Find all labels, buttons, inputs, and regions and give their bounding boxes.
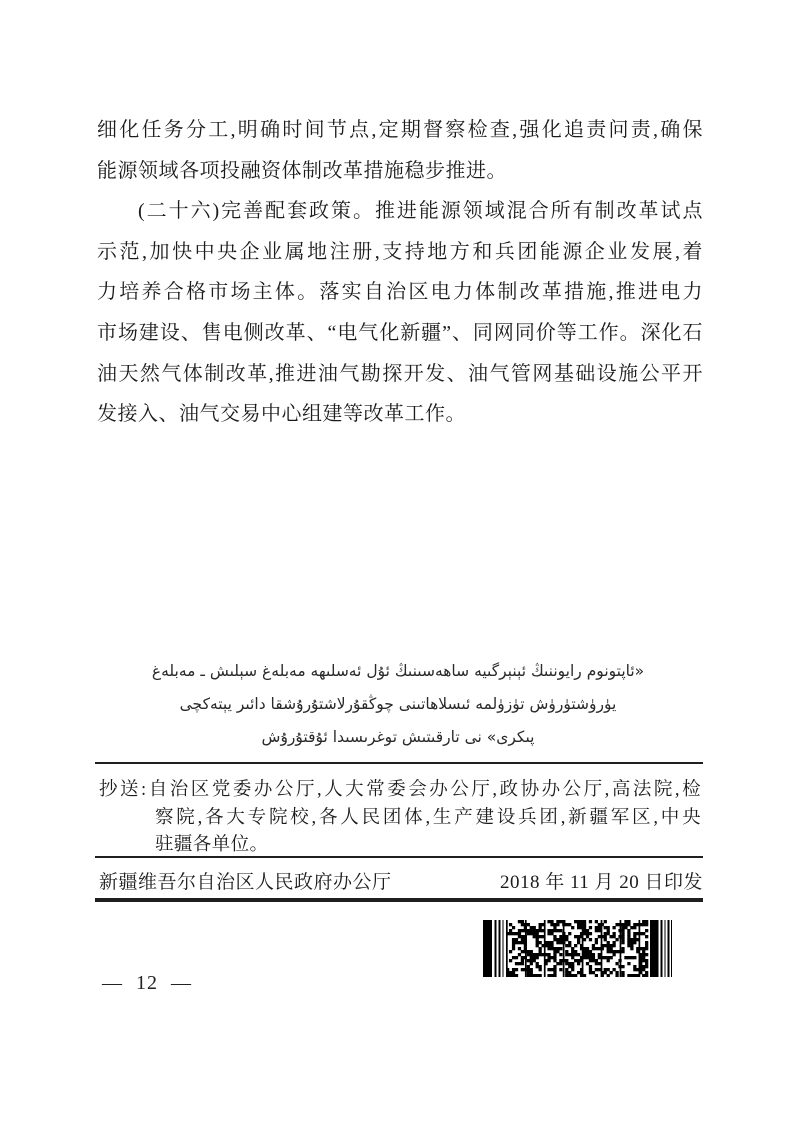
issuing-office: 新疆维吾尔自治区人民政府办公厅 xyxy=(99,871,392,893)
uyghur-title-line: «ئاپتونوم رايوننىڭ ئېنېرگىيە ساھەسىنىڭ ئۇل ئەسلىھە مەبلەغ سېلىش ـ مەبلەغ xyxy=(151,662,645,680)
distribution-line: 驻疆各单位。 xyxy=(155,835,269,856)
distribution-line: 察院,各大专院校,各人民团体,生产建设兵团,新疆军区,中央 xyxy=(155,807,701,828)
divider-above-distribution xyxy=(95,762,703,764)
paragraph-line: 力培养合格市场主体。落实自治区电力体制改革措施,推进电力 xyxy=(97,281,703,304)
paragraph-line: 示范,加快中央企业属地注册,支持地方和兵团能源企业发展,着 xyxy=(97,240,703,263)
footer-row xyxy=(99,866,703,894)
paragraph-line: 能源领域各项投融资体制改革措施稳步推进。 xyxy=(97,159,507,182)
paragraph-1 xyxy=(97,110,703,191)
divider-bottom xyxy=(95,898,703,902)
paragraph-2 xyxy=(97,191,703,435)
paragraph-line: 市场建设、售电侧改革、“电气化新疆”、同网同价等工作。深化石 xyxy=(97,321,703,344)
body-text xyxy=(97,110,703,435)
paragraph-line: (二十六)完善配套政策。推进能源领域混合所有制改革试点 xyxy=(138,200,703,223)
paragraph-line: 细化任务分工,明确时间节点,定期督察检查,强化追责问责,确保 xyxy=(97,119,703,141)
distribution-line: 抄送:自治区党委办公厅,人大常委会办公厅,政协办公厅,高法院,检 xyxy=(99,780,701,800)
page-number: — 12 — xyxy=(102,972,192,994)
uyghur-title-line: پىكرى» نى تارقىتىش توغرىسىدا ئۇقتۇرۇش xyxy=(261,728,535,746)
paragraph-line: 油天然气体制改革,推进油气勘探开发、油气管网基础设施公平开 xyxy=(97,362,703,385)
divider-above-footer xyxy=(95,856,703,858)
print-date: 2018 年 11 月 20 日印发 xyxy=(499,871,703,893)
pdf417-barcode xyxy=(483,920,673,977)
paragraph-line: 发接入、油气交易中心组建等改革工作。 xyxy=(97,403,466,426)
distribution-block xyxy=(99,777,701,860)
uyghur-title-line: يۈرۈشتۈرۈش تۈزۈلمە ئىسلاھاتىنى چوڭقۇرلاشتۇرۇشقا دائىر يېتەكچى xyxy=(179,695,617,713)
uyghur-title xyxy=(95,655,701,754)
